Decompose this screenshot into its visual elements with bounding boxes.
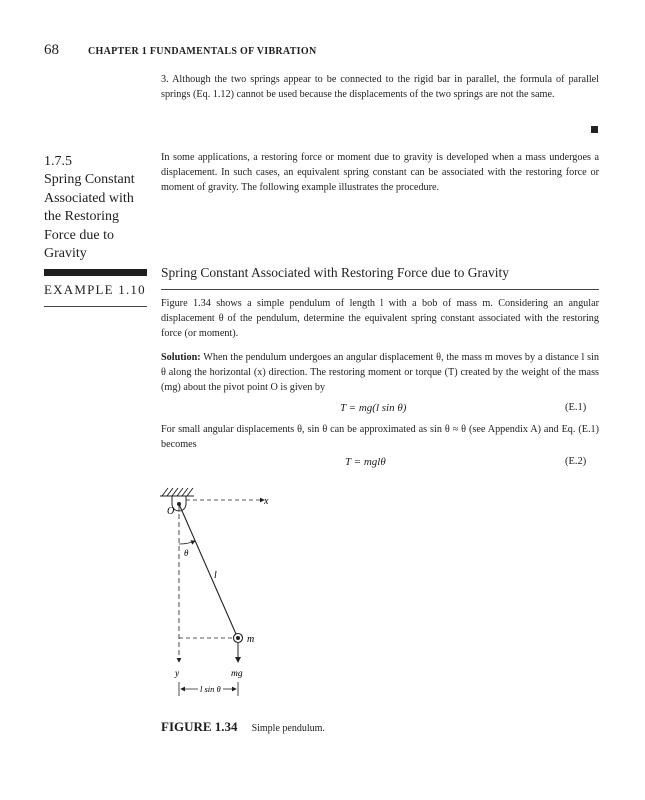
equation-e2: T = mglθ	[345, 456, 386, 468]
label-y: y	[175, 669, 180, 679]
pendulum-figure	[150, 480, 290, 710]
equation-e1-number: (E.1)	[565, 402, 587, 413]
solution-label: Solution:	[161, 352, 201, 363]
theta-arc	[179, 541, 195, 544]
figure-caption-text: Simple pendulum.	[251, 723, 325, 734]
example-statement: Figure 1.34 shows a simple pendulum of length l with a bob of mass m. Considering an angular displacement θ of the pendulum, determine the equivalent spring constant associated with the restoring force (or moment).	[161, 298, 599, 339]
example-bar	[44, 269, 147, 276]
section-title: Spring Constant Associated with the Restoring Force due to Gravity	[44, 172, 135, 261]
note-3: 3. Although the two springs appear to be connected to the rigid bar in parallel, the formula of parallel springs (Eq. 1.12) cannot be used because the displacements of the two springs are not the same.	[161, 74, 599, 100]
figure-caption	[161, 718, 325, 736]
label-m: m	[247, 634, 255, 645]
label-lsin: l sin θ	[200, 684, 221, 694]
running-head: CHAPTER 1 FUNDAMENTALS OF VIBRATION	[88, 46, 317, 57]
solution-paragraph	[161, 350, 599, 395]
page-header	[44, 42, 604, 62]
section-number: 1.7.5	[44, 154, 72, 169]
example-title: Spring Constant Associated with Restoring Force due to Gravity	[161, 265, 509, 280]
equation-e1: T = mg(l sin θ)	[340, 402, 407, 414]
label-mg: mg	[231, 669, 243, 679]
figure-caption-label: FIGURE 1.34	[161, 719, 238, 734]
bob-center	[236, 636, 240, 640]
label-theta: θ	[184, 548, 189, 558]
label-l: l	[214, 570, 217, 581]
pendulum-rod	[179, 504, 236, 634]
label-x: x	[264, 496, 269, 507]
label-O: O	[167, 506, 175, 517]
section-body: In some applications, a restoring force or moment due to gravity is developed when a mass undergoes a displacement. In such cases, an equivalent spring constant can be associated with the restoring force or moment of gravity. The following example illustrates the procedure.	[161, 152, 599, 193]
ceiling-support	[160, 488, 194, 496]
solution-text: When the pendulum undergoes an angular displacement θ, the mass m moves by a distance l sin θ along the horizontal (x) direction. The restoring moment or torque (T) created by the weight of the mass (mg) about the pivot point O is given by	[161, 352, 599, 393]
example-label-rule	[44, 306, 147, 307]
example-label: EXAMPLE 1.10	[44, 282, 146, 297]
end-of-proof-mark	[591, 126, 598, 133]
page-number: 68	[44, 42, 59, 58]
example-title-rule	[161, 289, 599, 290]
small-angle-paragraph: For small angular displacements θ, sin θ can be approximated as sin θ ≈ θ (see Appendix A) and Eq. (E.1) becomes	[161, 424, 599, 450]
equation-e2-number: (E.2)	[565, 456, 587, 467]
